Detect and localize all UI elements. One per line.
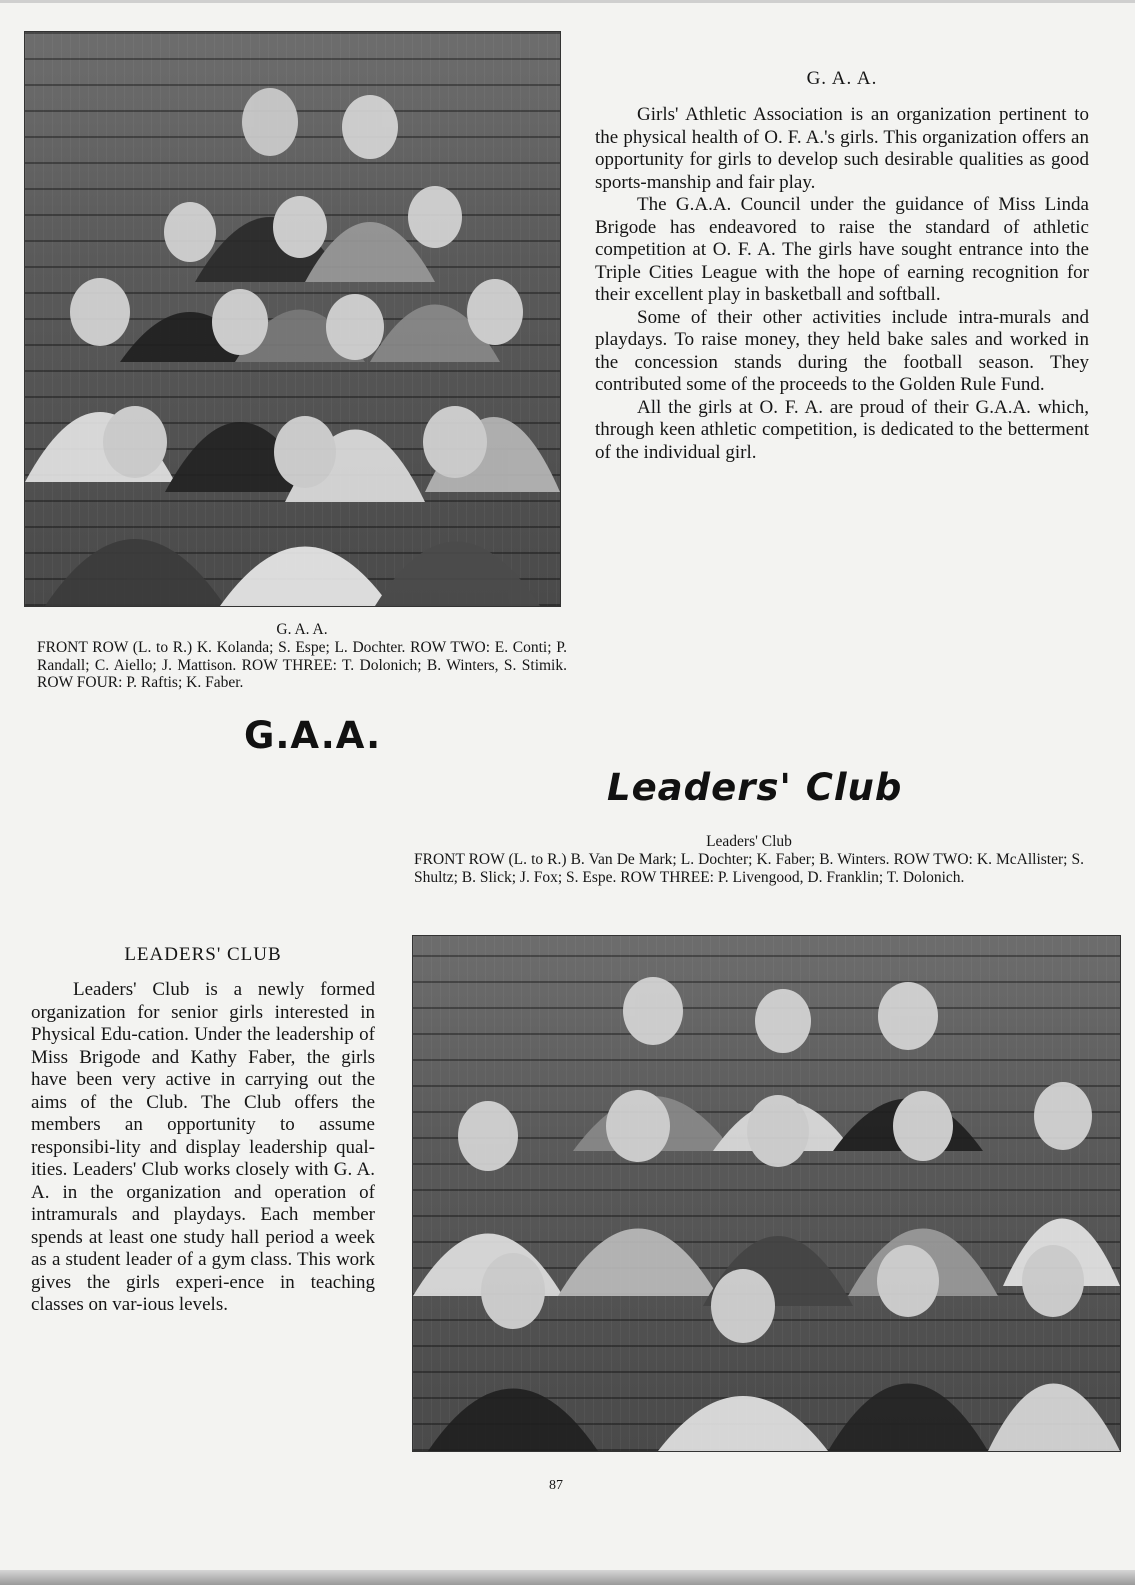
leaders-caption-text: FRONT ROW (L. to R.) B. Van De Mark; L. Dochter; K. Faber; B. Winters. ROW TWO: K. McAllister; S. Shultz; B. Slick; J. Fox; S. Espe. ROW THREE: P. Livengood, D. Franklin; T. Dolonich. — [414, 851, 1084, 886]
page-number: 87 — [549, 1478, 563, 1493]
gaa-caption-title: G. A. A. — [276, 621, 328, 638]
gaa-group-photo — [24, 31, 561, 607]
gaa-paragraph-2: The G.A.A. Council under the guidance of Miss Linda Brigode has endeavored to raise the standard of athletic competition at O. F. A. The girls have sought entrance into the Triple Cities League with the hope of earning recognition for their excellent play in basketball and softball. — [595, 194, 1089, 305]
page-top-edge — [0, 0, 1135, 3]
leaders-photo-figures — [413, 936, 1120, 1451]
leaders-paragraph-1: Leaders' Club is a newly formed organization for senior girls interested in Physical Edu-cation. Under the leadership of Miss Brigode and Kathy Faber, the girls have been very active in carrying out the aims of the Club. The Club offers the members an opportunity to assume responsibi-lity and display leadership qual-ities. Leaders' Club works closely with G. A. A. in the organization and operation of intramurals and playdays. Each member spends at least one study hall period a week as a student leader of a gym class. This work gives the girls experi-ence in teaching classes on var-ious levels. — [31, 979, 375, 1315]
leaders-club-group-photo — [412, 935, 1121, 1452]
gaa-article-heading: G. A. A. — [806, 68, 878, 89]
gaa-photo-figures — [25, 32, 560, 606]
gaa-paragraph-3: Some of their other activities include intra-murals and playdays. To raise money, they held bake sales and worked in the concession stands during the football season. They contributed some of the proceeds to the Golden Rule Fund. — [595, 306, 1089, 395]
gaa-paragraph-1: Girls' Athletic Association is an organization pertinent to the physical health of O. F. A.'s girls. This organization offers an opportunity for girls to develop such desirable qualities as good sports-manship and fair play. — [595, 104, 1089, 193]
leaders-article-heading: LEADERS' CLUB — [124, 944, 282, 965]
gaa-paragraph-4: All the girls at O. F. A. are proud of their G.A.A. which, through keen athletic competition, is dedicated to the betterment of the individual girl. — [595, 396, 1089, 463]
leaders-article-body — [31, 979, 375, 1317]
leaders-club-big-title: Leaders' Club — [607, 766, 903, 809]
gaa-big-title: G.A.A. — [244, 714, 382, 757]
page-bottom-edge — [0, 1570, 1135, 1585]
gaa-caption-text: FRONT ROW (L. to R.) K. Kolanda; S. Espe; L. Dochter. ROW TWO: E. Conti; P. Randall; C. Aiello; J. Mattison. ROW THREE: T. Dolonich; B. Winters, S. Stimik. ROW FOUR: P. Raftis; K. Faber. — [37, 639, 567, 691]
gaa-article-body — [595, 104, 1089, 464]
leaders-caption-title: Leaders' Club — [706, 833, 792, 850]
